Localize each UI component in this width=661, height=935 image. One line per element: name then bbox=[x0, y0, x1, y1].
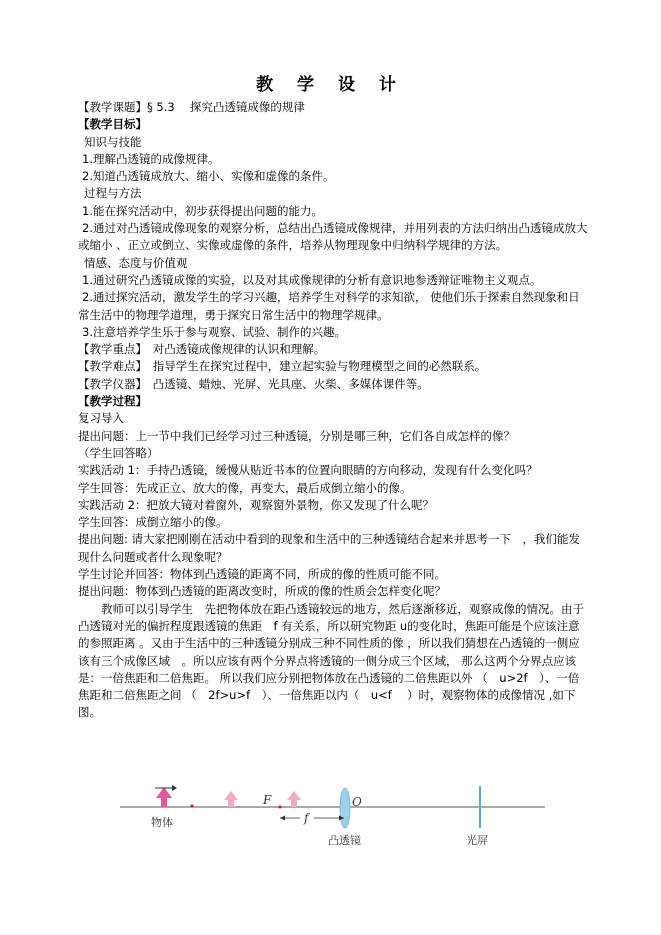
focus-label: F bbox=[263, 793, 272, 807]
objective-item: 2.通过探究活动，激发学生的学习兴趣，培养学生对科学的求知欲， 使他们乐于探索自然现象和日常生活中的物理学道理，勇于探究日常生活中的物理学规律。 bbox=[78, 290, 580, 322]
activity-paragraph: 实践活动 2：把放大镜对着窗外，观察窗外景物，你又发现了什么呢？ bbox=[78, 497, 434, 512]
student-answer: （学生回答略） bbox=[78, 445, 159, 460]
key-point: 【教学重点】 对凸透镜成像规律的认识和理解。 bbox=[78, 342, 326, 357]
objective-item: 1.能在探究活动中，初步获得提出问题的能力。 bbox=[82, 203, 323, 218]
subheading-knowledge: 知识与技能 bbox=[84, 134, 142, 149]
document-body bbox=[78, 99, 590, 722]
student-answer: 学生回答：先成正立、放大的像，再变大，最后成倒立缩小的像。 bbox=[78, 480, 412, 495]
lens-label: 凸透镜 bbox=[328, 834, 361, 847]
lesson-topic: 【教学课题】§ 5.3 探究凸透镜成像的规律 bbox=[78, 100, 305, 114]
screen-label: 光屏 bbox=[466, 834, 488, 847]
student-answer: 学生讨论并回答：物体到凸透镜的距离不同，所成的像的性质可能不同。 bbox=[78, 567, 446, 582]
lens-diagram bbox=[120, 782, 560, 852]
objective-item: 1.通过研究凸透镜成像的实验，以及对其成像规律的分析有意识地参透辩证唯物主义观点。 bbox=[82, 272, 542, 287]
question-paragraph: 提出问题：上一节中我们已经学习过三种透镜，分别是哪三种，它们各自成怎样的像？ bbox=[78, 428, 515, 443]
section-objectives: 【教学目标】 bbox=[78, 117, 147, 132]
objective-item: 2.知道凸透镜成放大、缩小、实像和虚像的条件。 bbox=[82, 169, 335, 184]
objective-item: 3.注意培养学生乐于参与观察、试验、制作的兴趣。 bbox=[82, 324, 346, 339]
document-title: 教 学 设 计 bbox=[256, 75, 405, 95]
review-intro: 复习导入 bbox=[78, 411, 124, 426]
optical-center-label: O bbox=[352, 795, 362, 809]
question-paragraph: 提出问题：物体到凸透镜的距离改变时，所成的像的性质会怎样变化呢？ bbox=[78, 584, 446, 599]
objective-item: 1.理解凸透镜的成像规律。 bbox=[82, 151, 220, 166]
section-process: 【教学过程】 bbox=[78, 394, 147, 409]
subheading-process: 过程与方法 bbox=[84, 186, 142, 201]
object-label: 物体 bbox=[151, 816, 173, 829]
objective-item: 2.通过对凸透镜成像现象的观察分析，总结出凸透镜成像规律，并用列表的方法归纳出凸透镜成放大或缩小 、正立或倒立、实像或虚像的条件，培养从物理现象中归纳科学规律的方法。 bbox=[78, 221, 588, 253]
focal-length-arrow bbox=[280, 816, 344, 821]
object-arrow-icon bbox=[155, 785, 177, 807]
difficult-point: 【教学难点】 指导学生在探究过程中，建立起实验与物理模型之间的必然联系。 bbox=[78, 359, 487, 374]
student-answer: 学生回答：成倒立缩小的像。 bbox=[78, 515, 228, 530]
focus-point bbox=[279, 806, 282, 809]
teaching-instruments: 【教学仪器】 凸透镜、蜡烛、光屏、光具座、火柴、多媒体课件等。 bbox=[78, 376, 429, 391]
focal-length-label: f bbox=[304, 811, 309, 825]
image-arrow-icon bbox=[287, 791, 301, 807]
convex-lens-icon bbox=[340, 788, 350, 828]
teacher-guidance-paragraph: 教师可以引导学生 先把物体放在距凸透镜较远的地方，然后逐渐移近，观察成像的情况。由于凸透镜对光的偏折程度跟透镜的焦距 f 有关系，所以研究物距 u的变化时，焦距可能是个应该注意的参照距离 。又由于生活中的三种透镜分别成三种不同性质的像 ，所以我们猜想在凸透镜的一侧应该有三个成像区域 。所以应该有两个分界点将透镜的一侧分成三个区域， 那么这两个分界点应该是：一倍焦距和二倍焦距。 所以我们应分别把物体放在凸透镜的二倍焦距以外 （ u>2f ）、一倍焦距和二倍焦距之间 （ 2f>u>f ）、一倍焦距以内（ u<f ）时，观察物体的成像情况 ,如下图。 bbox=[78, 601, 584, 720]
image-arrow-icon bbox=[224, 791, 238, 807]
question-paragraph: 提出问题: 请大家把刚刚在活动中看到的现象和生活中的三种透镜结合起来并思考一下 ，我们能发现什么问题或者什么现象呢？ bbox=[78, 532, 581, 564]
activity-paragraph: 实践活动 1：手持凸透镜，缓慢从贴近书本的位置向眼睛的方向移动，发现有什么变化吗？ bbox=[78, 463, 538, 478]
subheading-attitude: 情感、态度与价值观 bbox=[84, 255, 188, 270]
two-f-point bbox=[191, 805, 194, 808]
